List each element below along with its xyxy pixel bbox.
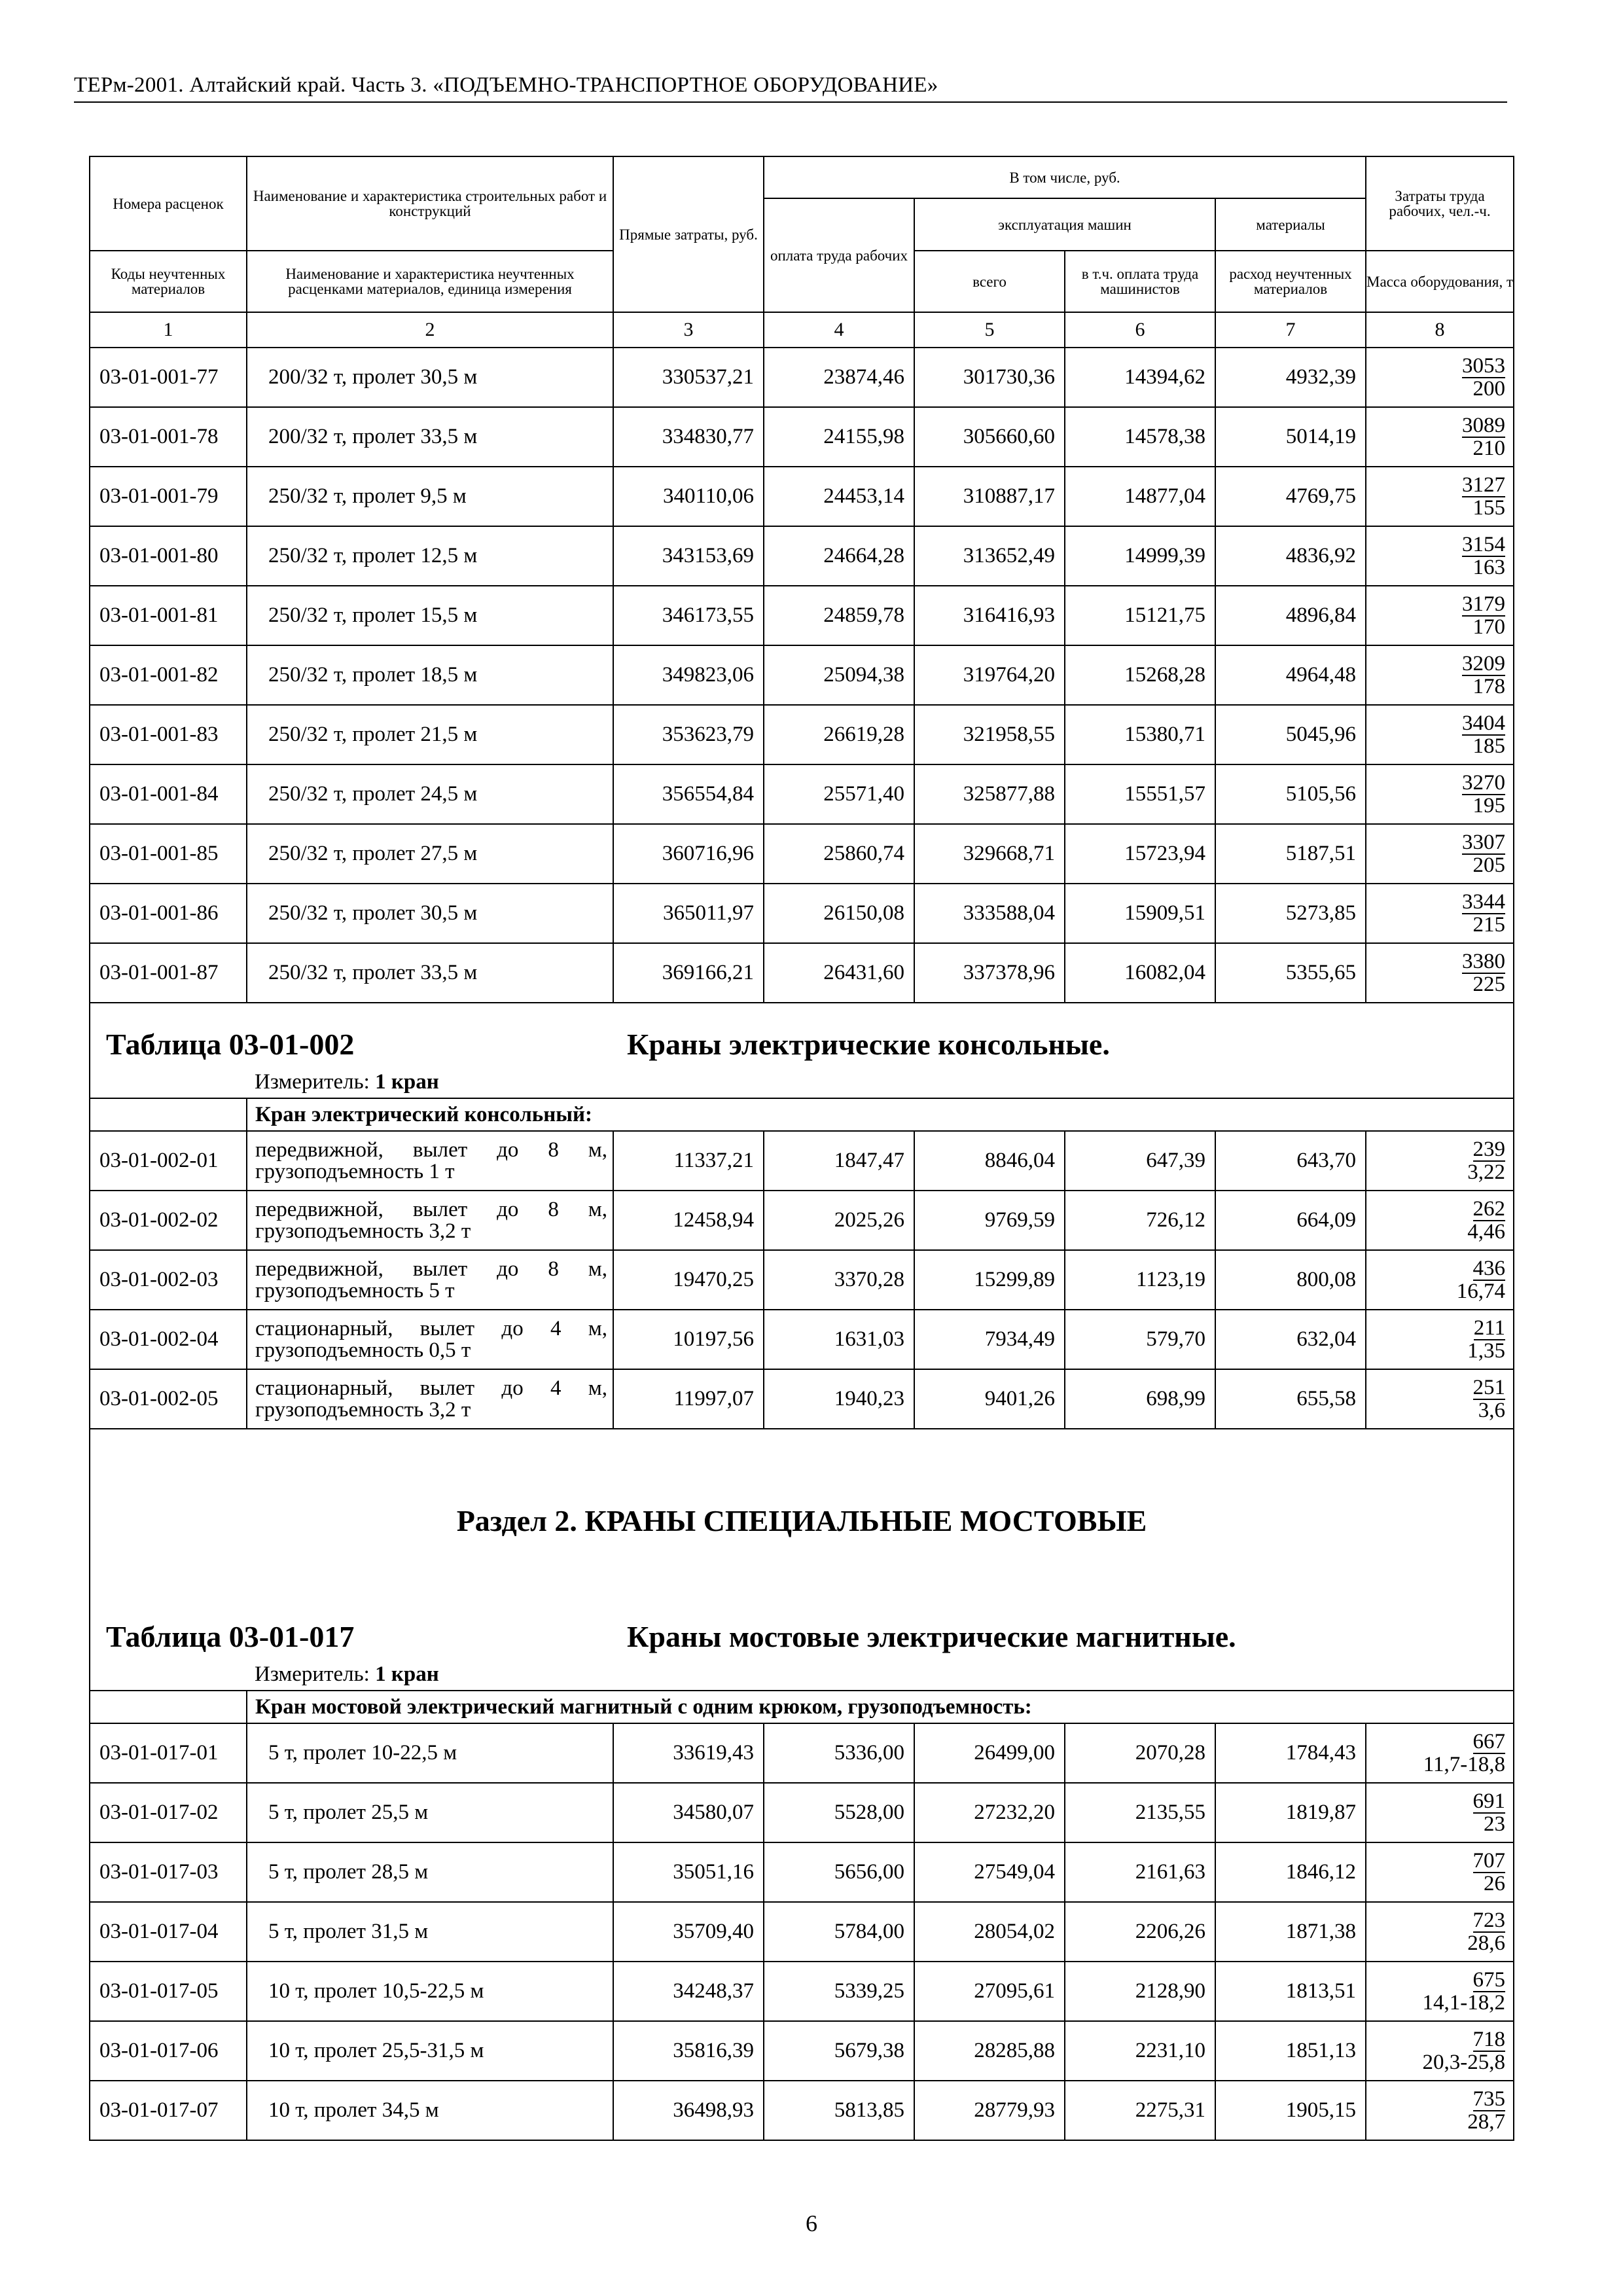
- machinists-pay: 1123,19: [1065, 1250, 1215, 1310]
- labor-and-mass: [1366, 1131, 1514, 1191]
- measure-value: 1 кран: [375, 1069, 439, 1094]
- materials-cost: 4964,48: [1215, 645, 1366, 705]
- labor-and-mass: [1366, 1369, 1514, 1429]
- direct-costs: 36498,93: [613, 2081, 764, 2140]
- labor-pay: 5784,00: [764, 1902, 914, 1962]
- labor-hours: 3270: [1462, 770, 1506, 795]
- direct-costs: 33619,43: [613, 1723, 764, 1783]
- rate-code: 03-01-002-03: [90, 1250, 247, 1310]
- direct-costs: 356554,84: [613, 764, 764, 824]
- labor-and-mass: [1366, 1191, 1514, 1250]
- work-name: 250/32 т, пролет 12,5 м: [247, 526, 613, 586]
- rate-code: 03-01-001-82: [90, 645, 247, 705]
- labor-pay: 23874,46: [764, 348, 914, 407]
- work-name: 10 т, пролет 25,5-31,5 м: [247, 2021, 613, 2081]
- equipment-mass: 210: [1472, 436, 1506, 460]
- work-name: 5 т, пролет 25,5 м: [247, 1783, 613, 1842]
- materials-cost: 655,58: [1215, 1369, 1366, 1429]
- work-name: 10 т, пролет 10,5-22,5 м: [247, 1962, 613, 2021]
- machines-total: 321958,55: [914, 705, 1065, 764]
- machines-total: 9769,59: [914, 1191, 1065, 1250]
- machinists-pay: 14578,38: [1065, 407, 1215, 467]
- table-row: [90, 586, 1514, 645]
- machinists-pay: 15268,28: [1065, 645, 1215, 705]
- labor-and-mass: [1366, 1310, 1514, 1369]
- table-row: [90, 645, 1514, 705]
- labor-hours: 251: [1472, 1375, 1506, 1399]
- rate-code: 03-01-017-04: [90, 1902, 247, 1962]
- equipment-mass: 16,74: [1456, 1279, 1506, 1303]
- table-row: [90, 884, 1514, 943]
- direct-costs: 11337,21: [613, 1131, 764, 1191]
- labor-pay: 24664,28: [764, 526, 914, 586]
- machinists-pay: 2070,28: [1065, 1723, 1215, 1783]
- direct-costs: 35051,16: [613, 1842, 764, 1902]
- machinists-pay: 2206,26: [1065, 1902, 1215, 1962]
- labor-pay: 1631,03: [764, 1310, 914, 1369]
- labor-and-mass: [1366, 764, 1514, 824]
- table-row: [90, 1842, 1514, 1902]
- machinists-pay: 14999,39: [1065, 526, 1215, 586]
- materials-cost: 5187,51: [1215, 824, 1366, 884]
- header-rate-numbers: Номера расценок: [90, 156, 247, 251]
- labor-hours: 3127: [1462, 473, 1506, 497]
- work-name: 5 т, пролет 31,5 м: [247, 1902, 613, 1962]
- header-machines: эксплуатация машин: [914, 198, 1215, 251]
- section-title: Раздел 2. КРАНЫ СПЕЦИАЛЬНЫЕ МОСТОВЫЕ: [90, 1429, 1514, 1613]
- equipment-mass: 155: [1472, 495, 1506, 520]
- direct-costs: 349823,06: [613, 645, 764, 705]
- header-material-codes: Коды неучтенных материалов: [90, 251, 247, 312]
- labor-hours: 436: [1472, 1256, 1506, 1280]
- machinists-pay: 726,12: [1065, 1191, 1215, 1250]
- machines-total: 310887,17: [914, 467, 1065, 526]
- labor-and-mass: [1366, 884, 1514, 943]
- labor-and-mass: [1366, 1783, 1514, 1842]
- labor-pay: 5336,00: [764, 1723, 914, 1783]
- labor-pay: 5656,00: [764, 1842, 914, 1902]
- table-number: Таблица 03-01-017: [106, 1620, 355, 1653]
- machines-total: 337378,96: [914, 943, 1065, 1003]
- measure-line: [247, 1659, 1514, 1691]
- labor-and-mass: [1366, 824, 1514, 884]
- labor-pay: 2025,26: [764, 1191, 914, 1250]
- page-number: 6: [806, 2210, 817, 2236]
- direct-costs: 11997,07: [613, 1369, 764, 1429]
- labor-hours: 675: [1472, 1967, 1506, 1992]
- labor-and-mass: [1366, 1902, 1514, 1962]
- header-including: В том числе, руб.: [764, 156, 1366, 198]
- rate-code: 03-01-002-02: [90, 1191, 247, 1250]
- machinists-pay: 647,39: [1065, 1131, 1215, 1191]
- machines-total: 319764,20: [914, 645, 1065, 705]
- header-equipment-mass: Масса оборудования, т: [1366, 251, 1514, 312]
- work-name: 250/32 т, пролет 30,5 м: [247, 884, 613, 943]
- header-machines-total: всего: [914, 251, 1065, 312]
- equipment-mass: 4,46: [1467, 1219, 1506, 1244]
- machines-total: 316416,93: [914, 586, 1065, 645]
- labor-hours: 3307: [1462, 830, 1506, 854]
- equipment-mass: 23: [1484, 1812, 1506, 1836]
- machinists-pay: 2275,31: [1065, 2081, 1215, 2140]
- table-row: [90, 1962, 1514, 2021]
- table-row: [90, 943, 1514, 1003]
- table-row: [90, 467, 1514, 526]
- rate-code: 03-01-001-87: [90, 943, 247, 1003]
- direct-costs: 353623,79: [613, 705, 764, 764]
- work-name: 200/32 т, пролет 33,5 м: [247, 407, 613, 467]
- materials-cost: 664,09: [1215, 1191, 1366, 1250]
- labor-hours: 723: [1472, 1908, 1506, 1932]
- labor-pay: 25860,74: [764, 824, 914, 884]
- header-machinists-labor: в т.ч. оплата труда машинистов: [1065, 251, 1215, 312]
- direct-costs: 10197,56: [613, 1310, 764, 1369]
- measure-line: [247, 1066, 1514, 1098]
- labor-pay: 3370,28: [764, 1250, 914, 1310]
- table-title-block: [90, 1003, 1514, 1066]
- column-number: 5: [914, 312, 1065, 348]
- table-row: [90, 2021, 1514, 2081]
- equipment-mass: 28,7: [1467, 2109, 1506, 2134]
- materials-cost: 4896,84: [1215, 586, 1366, 645]
- machines-total: 305660,60: [914, 407, 1065, 467]
- direct-costs: 365011,97: [613, 884, 764, 943]
- machinists-pay: 16082,04: [1065, 943, 1215, 1003]
- machines-total: 27232,20: [914, 1783, 1065, 1842]
- work-name: 250/32 т, пролет 33,5 м: [247, 943, 613, 1003]
- rate-code: 03-01-001-85: [90, 824, 247, 884]
- table-row: [90, 1310, 1514, 1369]
- direct-costs: 369166,21: [613, 943, 764, 1003]
- rate-code: 03-01-017-03: [90, 1842, 247, 1902]
- labor-pay: 24453,14: [764, 467, 914, 526]
- table-title: Краны мостовые электрические магнитные.: [627, 1620, 1236, 1653]
- work-name: 250/32 т, пролет 18,5 м: [247, 645, 613, 705]
- labor-and-mass: [1366, 586, 1514, 645]
- labor-hours: 3089: [1462, 413, 1506, 437]
- measure-value: 1 кран: [375, 1662, 439, 1686]
- materials-cost: 643,70: [1215, 1131, 1366, 1191]
- labor-hours: 3209: [1462, 651, 1506, 675]
- machines-total: 26499,00: [914, 1723, 1065, 1783]
- table-row: [90, 2081, 1514, 2140]
- labor-and-mass: [1366, 467, 1514, 526]
- machinists-pay: 698,99: [1065, 1369, 1215, 1429]
- materials-cost: 1905,15: [1215, 2081, 1366, 2140]
- rate-code: 03-01-001-79: [90, 467, 247, 526]
- table-row: [90, 1783, 1514, 1842]
- machinists-pay: 15723,94: [1065, 824, 1215, 884]
- labor-and-mass: [1366, 2021, 1514, 2081]
- machines-total: 313652,49: [914, 526, 1065, 586]
- materials-cost: 5355,65: [1215, 943, 1366, 1003]
- equipment-mass: 28,6: [1467, 1931, 1506, 1955]
- rate-code: 03-01-017-07: [90, 2081, 247, 2140]
- work-name: 250/32 т, пролет 9,5 м: [247, 467, 613, 526]
- labor-hours: 3053: [1462, 353, 1506, 378]
- rate-code: 03-01-002-01: [90, 1131, 247, 1191]
- equipment-mass: 14,1-18,2: [1422, 1990, 1506, 2015]
- labor-pay: 5339,25: [764, 1962, 914, 2021]
- equipment-mass: 178: [1472, 674, 1506, 698]
- group-heading: Кран мостовой электрический магнитный с одним крюком, грузоподъемность:: [247, 1691, 1514, 1723]
- table-row: [90, 1250, 1514, 1310]
- equipment-mass: 3,6: [1478, 1398, 1506, 1422]
- equipment-mass: 163: [1472, 555, 1506, 579]
- machinists-pay: 15121,75: [1065, 586, 1215, 645]
- labor-and-mass: [1366, 943, 1514, 1003]
- rate-code: 03-01-001-86: [90, 884, 247, 943]
- machinists-pay: 15909,51: [1065, 884, 1215, 943]
- labor-and-mass: [1366, 407, 1514, 467]
- machines-total: 27549,04: [914, 1842, 1065, 1902]
- machines-total: 9401,26: [914, 1369, 1065, 1429]
- header-labor: оплата труда рабочих: [764, 198, 914, 312]
- labor-pay: 24155,98: [764, 407, 914, 467]
- labor-hours: 3380: [1462, 949, 1506, 973]
- materials-cost: 1851,13: [1215, 2021, 1366, 2081]
- equipment-mass: 20,3-25,8: [1422, 2050, 1506, 2074]
- work-name: 250/32 т, пролет 21,5 м: [247, 705, 613, 764]
- column-number: 2: [247, 312, 613, 348]
- machines-total: 325877,88: [914, 764, 1065, 824]
- labor-pay: 5679,38: [764, 2021, 914, 2081]
- table-row: [90, 1131, 1514, 1191]
- equipment-mass: 170: [1472, 615, 1506, 639]
- materials-cost: 1846,12: [1215, 1842, 1366, 1902]
- machines-total: 8846,04: [914, 1131, 1065, 1191]
- labor-pay: 1847,47: [764, 1131, 914, 1191]
- direct-costs: 343153,69: [613, 526, 764, 586]
- labor-and-mass: [1366, 645, 1514, 705]
- rate-code: 03-01-001-80: [90, 526, 247, 586]
- labor-pay: 25571,40: [764, 764, 914, 824]
- labor-hours: 3179: [1462, 592, 1506, 616]
- materials-cost: 1871,38: [1215, 1902, 1366, 1962]
- table-row: [90, 348, 1514, 407]
- machines-total: 27095,61: [914, 1962, 1065, 2021]
- machinists-pay: 15551,57: [1065, 764, 1215, 824]
- machinists-pay: 2135,55: [1065, 1783, 1215, 1842]
- header-materials: материалы: [1215, 198, 1366, 251]
- work-name: 5 т, пролет 10-22,5 м: [247, 1723, 613, 1783]
- work-name: передвижной, вылет до 8 м, грузоподъемность 3,2 т: [247, 1191, 613, 1250]
- direct-costs: 334830,77: [613, 407, 764, 467]
- equipment-mass: 205: [1472, 853, 1506, 877]
- labor-pay: 5528,00: [764, 1783, 914, 1842]
- labor-pay: 25094,38: [764, 645, 914, 705]
- direct-costs: 34248,37: [613, 1962, 764, 2021]
- equipment-mass: 26: [1484, 1871, 1506, 1895]
- header-work-name: Наименование и характеристика строительных работ и конструкций: [247, 156, 613, 251]
- materials-cost: 5105,56: [1215, 764, 1366, 824]
- materials-cost: 4836,92: [1215, 526, 1366, 586]
- machines-total: 333588,04: [914, 884, 1065, 943]
- labor-and-mass: [1366, 1962, 1514, 2021]
- work-name: передвижной, вылет до 8 м, грузоподъемность 1 т: [247, 1131, 613, 1191]
- materials-cost: 800,08: [1215, 1250, 1366, 1310]
- labor-pay: 1940,23: [764, 1369, 914, 1429]
- work-name: 5 т, пролет 28,5 м: [247, 1842, 613, 1902]
- rate-code: 03-01-001-77: [90, 348, 247, 407]
- column-number: 3: [613, 312, 764, 348]
- labor-hours: 239: [1472, 1137, 1506, 1161]
- column-number: 1: [90, 312, 247, 348]
- header-materials-consumption: расход неучтенных материалов: [1215, 251, 1366, 312]
- table-row: [90, 407, 1514, 467]
- rate-code: 03-01-001-83: [90, 705, 247, 764]
- work-name: 250/32 т, пролет 15,5 м: [247, 586, 613, 645]
- work-name: стационарный, вылет до 4 м, грузоподъемность 3,2 т: [247, 1369, 613, 1429]
- work-name: стационарный, вылет до 4 м, грузоподъемность 0,5 т: [247, 1310, 613, 1369]
- materials-cost: 1819,87: [1215, 1783, 1366, 1842]
- column-number: 4: [764, 312, 914, 348]
- labor-pay: 5813,85: [764, 2081, 914, 2140]
- machines-total: 301730,36: [914, 348, 1065, 407]
- labor-hours: 707: [1472, 1848, 1506, 1873]
- labor-hours: 735: [1472, 2087, 1506, 2111]
- labor-and-mass: [1366, 1250, 1514, 1310]
- measure-label: Измеритель:: [255, 1662, 376, 1686]
- direct-costs: 340110,06: [613, 467, 764, 526]
- rate-code: 03-01-017-01: [90, 1723, 247, 1783]
- machinists-pay: 2231,10: [1065, 2021, 1215, 2081]
- labor-and-mass: [1366, 705, 1514, 764]
- group-heading: Кран электрический консольный:: [247, 1098, 1514, 1131]
- machines-total: 329668,71: [914, 824, 1065, 884]
- work-name: передвижной, вылет до 8 м, грузоподъемность 5 т: [247, 1250, 613, 1310]
- materials-cost: 4932,39: [1215, 348, 1366, 407]
- labor-hours: 691: [1472, 1789, 1506, 1813]
- labor-and-mass: [1366, 348, 1514, 407]
- machines-total: 28054,02: [914, 1902, 1065, 1962]
- machinists-pay: 14394,62: [1065, 348, 1215, 407]
- table-row: [90, 1369, 1514, 1429]
- materials-cost: 4769,75: [1215, 467, 1366, 526]
- direct-costs: 346173,55: [613, 586, 764, 645]
- direct-costs: 34580,07: [613, 1783, 764, 1842]
- equipment-mass: 215: [1472, 912, 1506, 937]
- running-header: ТЕРм-2001. Алтайский край. Часть 3. «ПОДЪЕМНО-ТРАНСПОРТНОЕ ОБОРУДОВАНИЕ»: [74, 73, 1507, 103]
- labor-pay: 26431,60: [764, 943, 914, 1003]
- machinists-pay: 579,70: [1065, 1310, 1215, 1369]
- work-name: 250/32 т, пролет 24,5 м: [247, 764, 613, 824]
- materials-cost: 5014,19: [1215, 407, 1366, 467]
- labor-pay: 26619,28: [764, 705, 914, 764]
- labor-hours: 3404: [1462, 711, 1506, 735]
- header-direct-costs: Прямые затраты, руб.: [613, 156, 764, 312]
- direct-costs: 12458,94: [613, 1191, 764, 1250]
- work-name: 250/32 т, пролет 27,5 м: [247, 824, 613, 884]
- rate-code: 03-01-017-05: [90, 1962, 247, 2021]
- rate-code: 03-01-017-02: [90, 1783, 247, 1842]
- direct-costs: 19470,25: [613, 1250, 764, 1310]
- labor-hours: 667: [1472, 1729, 1506, 1753]
- rate-code: 03-01-001-78: [90, 407, 247, 467]
- machinists-pay: 2128,90: [1065, 1962, 1215, 2021]
- column-number: 8: [1366, 312, 1514, 348]
- labor-hours: 3344: [1462, 889, 1506, 914]
- equipment-mass: 185: [1472, 734, 1506, 758]
- machines-total: 28779,93: [914, 2081, 1065, 2140]
- column-number: 7: [1215, 312, 1366, 348]
- table-row: [90, 705, 1514, 764]
- work-name: 10 т, пролет 34,5 м: [247, 2081, 613, 2140]
- equipment-mass: 195: [1472, 793, 1506, 817]
- labor-and-mass: [1366, 2081, 1514, 2140]
- table-row: [90, 764, 1514, 824]
- rate-code: 03-01-017-06: [90, 2021, 247, 2081]
- table-row: [90, 824, 1514, 884]
- machines-total: 28285,88: [914, 2021, 1065, 2081]
- table-row: [90, 1902, 1514, 1962]
- equipment-mass: 225: [1472, 972, 1506, 996]
- rate-code: 03-01-001-81: [90, 586, 247, 645]
- rate-code: 03-01-002-05: [90, 1369, 247, 1429]
- machines-total: 15299,89: [914, 1250, 1065, 1310]
- table-number: Таблица 03-01-002: [106, 1028, 355, 1061]
- labor-and-mass: [1366, 526, 1514, 586]
- machinists-pay: 14877,04: [1065, 467, 1215, 526]
- equipment-mass: 1,35: [1467, 1338, 1506, 1363]
- rate-code: 03-01-001-84: [90, 764, 247, 824]
- header-labor-cost: Затраты труда рабочих, чел.-ч.: [1366, 156, 1514, 251]
- machines-total: 7934,49: [914, 1310, 1065, 1369]
- header-material-names: Наименование и характеристика неучтенных расценками материалов, единица измерения: [247, 251, 613, 312]
- labor-hours: 211: [1473, 1316, 1506, 1340]
- labor-hours: 718: [1472, 2027, 1506, 2051]
- materials-cost: 632,04: [1215, 1310, 1366, 1369]
- labor-pay: 26150,08: [764, 884, 914, 943]
- materials-cost: 5045,96: [1215, 705, 1366, 764]
- labor-and-mass: [1366, 1842, 1514, 1902]
- column-number: 6: [1065, 312, 1215, 348]
- materials-cost: 5273,85: [1215, 884, 1366, 943]
- rates-table: [89, 156, 1514, 2140]
- direct-costs: 35816,39: [613, 2021, 764, 2081]
- direct-costs: 360716,96: [613, 824, 764, 884]
- machinists-pay: 2161,63: [1065, 1842, 1215, 1902]
- equipment-mass: 3,22: [1467, 1160, 1506, 1184]
- materials-cost: 1784,43: [1215, 1723, 1366, 1783]
- measure-label: Измеритель:: [255, 1069, 376, 1094]
- machinists-pay: 15380,71: [1065, 705, 1215, 764]
- table-title-block: [90, 1613, 1514, 1659]
- labor-hours: 262: [1472, 1196, 1506, 1221]
- direct-costs: 35709,40: [613, 1902, 764, 1962]
- labor-hours: 3154: [1462, 532, 1506, 556]
- materials-cost: 1813,51: [1215, 1962, 1366, 2021]
- table-row: [90, 1723, 1514, 1783]
- table-title: Краны электрические консольные.: [627, 1028, 1110, 1061]
- rate-code: 03-01-002-04: [90, 1310, 247, 1369]
- labor-and-mass: [1366, 1723, 1514, 1783]
- labor-pay: 24859,78: [764, 586, 914, 645]
- table-row: [90, 1191, 1514, 1250]
- equipment-mass: 11,7-18,8: [1423, 1752, 1506, 1776]
- equipment-mass: 200: [1472, 376, 1506, 401]
- direct-costs: 330537,21: [613, 348, 764, 407]
- table-row: [90, 526, 1514, 586]
- work-name: 200/32 т, пролет 30,5 м: [247, 348, 613, 407]
